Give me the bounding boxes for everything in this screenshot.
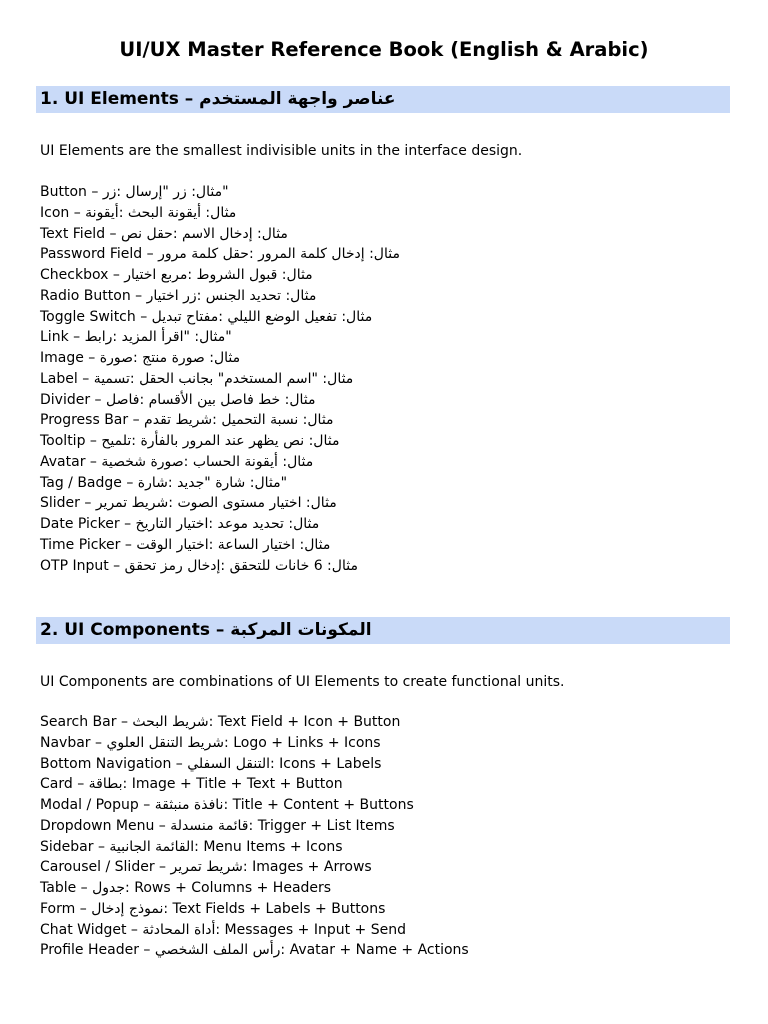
list-item: Slider – شريط تمرير: مثال: اختيار مستوى الصوت xyxy=(40,495,337,512)
item-term-arabic: تسمية xyxy=(93,370,130,387)
item-term-english: Search Bar xyxy=(40,714,117,730)
item-term-arabic: نافذة منبثقة xyxy=(154,797,224,813)
list-item: Navbar – شريط التنقل العلوي: Logo + Links + Icons xyxy=(40,734,381,751)
list-item: Label – تسمية: مثال: "اسم المستخدم" بجانب الحقل xyxy=(40,370,354,387)
list-item: Checkbox – مربع اختيار: مثال: قبول الشروط xyxy=(40,267,313,283)
list-item: Tag / Badge – شارة: مثال: شارة "جديد" xyxy=(40,474,288,491)
item-term-english: Form xyxy=(40,900,76,917)
item-term-english: Tag / Badge xyxy=(40,474,122,491)
item-example: Text Fields + Labels + Buttons xyxy=(172,900,386,917)
item-example: مثال: زر "إرسال" xyxy=(125,184,229,200)
item-term-english: Link xyxy=(40,329,69,346)
item-term-arabic: مربع اختيار xyxy=(124,267,188,283)
item-term-english: Bottom Navigation xyxy=(40,755,172,772)
list-item: Icon – أيقونة: مثال: أيقونة البحث xyxy=(40,204,237,221)
list-item: OTP Input – إدخال رمز تحقق: مثال: 6 خانات للتحقق xyxy=(40,557,358,574)
item-example: مثال: شارة "جديد" xyxy=(177,474,288,491)
item-example: مثال: تفعيل الوضع الليلي xyxy=(227,308,373,325)
list-item: Bottom Navigation – التنقل السفلي: Icons + Labels xyxy=(40,755,382,772)
item-term-english: Progress Bar xyxy=(40,412,129,429)
item-term-english: Card xyxy=(40,776,73,793)
section-intro: UI Elements are the smallest indivisible units in the interface design. xyxy=(40,143,523,159)
item-example: مثال: إدخال الاسم xyxy=(182,225,288,242)
item-term-english: Icon xyxy=(40,204,70,221)
list-item: Modal / Popup – نافذة منبثقة: Title + Content + Buttons xyxy=(40,797,414,813)
item-example: Trigger + List Items xyxy=(257,817,395,834)
item-example: مثال: اختيار الساعة xyxy=(217,536,331,553)
item-term-arabic: شارة xyxy=(137,474,168,491)
item-term-english: Navbar xyxy=(40,734,91,751)
section-heading-english: 1. UI Elements xyxy=(40,89,179,109)
list-item: Date Picker – اختيار التاريخ: مثال: تحديد موعد xyxy=(40,516,320,532)
item-term-arabic: أيقونة xyxy=(85,204,119,221)
list-item: Profile Header – رأس الملف الشخصي: Avatar + Name + Actions xyxy=(40,942,469,959)
item-term-english: Modal / Popup xyxy=(40,797,139,813)
item-example: مثال: صورة منتج xyxy=(142,350,241,366)
item-term-english: Tooltip xyxy=(40,433,86,449)
item-term-arabic: أداة المحادثة xyxy=(142,921,216,938)
item-term-english: Radio Button xyxy=(40,287,131,304)
item-term-english: Slider xyxy=(40,495,80,512)
item-example: Text Field + Icon + Button xyxy=(217,714,401,730)
item-term-english: Time Picker xyxy=(40,536,121,553)
item-example: Messages + Input + Send xyxy=(224,921,406,938)
item-term-english: Date Picker xyxy=(40,516,120,532)
list-item: Carousel / Slider – شريط تمرير: Images + Arrows xyxy=(40,859,372,876)
list-item: Dropdown Menu – قائمة منسدلة: Trigger + List Items xyxy=(40,817,395,834)
item-term-arabic: رأس الملف الشخصي xyxy=(154,942,281,959)
item-term-english: Carousel / Slider xyxy=(40,859,155,876)
list-item: Progress Bar – شريط تقدم: مثال: نسبة التحميل xyxy=(40,412,334,429)
item-term-arabic: نموذج إدخال xyxy=(91,900,164,917)
item-term-english: Sidebar xyxy=(40,838,94,855)
item-term-english: Avatar xyxy=(40,453,86,470)
item-term-english: Button xyxy=(40,184,87,200)
item-example: مثال: نسبة التحميل xyxy=(221,412,334,429)
item-term-arabic: شريط تمرير xyxy=(95,495,169,512)
item-term-arabic: القائمة الجانبية xyxy=(109,838,195,855)
item-example: مثال: أيقونة البحث xyxy=(127,204,237,221)
section-heading-english: 2. UI Components xyxy=(40,620,210,640)
item-term-english: Label xyxy=(40,370,78,387)
list-item: Divider – فاصل: مثال: خط فاصل بين الأقسام xyxy=(40,391,316,408)
item-term-english: Toggle Switch xyxy=(40,308,136,325)
item-term-arabic: صورة xyxy=(99,350,133,366)
list-item: Time Picker – اختيار الوقت: مثال: اختيار الساعة xyxy=(40,536,331,553)
item-term-arabic: صورة شخصية xyxy=(101,453,184,470)
item-term-arabic: اختيار التاريخ xyxy=(135,516,209,532)
item-term-arabic: حقل نص xyxy=(120,225,173,242)
item-term-arabic: شريط تمرير xyxy=(170,859,243,876)
list-item: Chat Widget – أداة المحادثة: Messages + Input + Send xyxy=(40,921,406,938)
item-example: Avatar + Name + Actions xyxy=(289,942,469,959)
item-example: Images + Arrows xyxy=(252,859,372,876)
section-heading-separator: – xyxy=(209,620,231,640)
item-term-arabic: رابط xyxy=(84,329,113,346)
list-item: Button – زر: مثال: زر "إرسال" xyxy=(40,184,229,200)
item-example: مثال: تحديد الجنس xyxy=(205,287,317,304)
item-term-arabic: إدخال رمز تحقق xyxy=(124,557,221,574)
section-heading-ui-components xyxy=(36,617,730,644)
item-term-english: Image xyxy=(40,350,84,366)
section-heading-ui-elements xyxy=(36,86,730,113)
list-item: Form – نموذج إدخال: Text Fields + Labels + Buttons xyxy=(40,900,386,917)
list-item: Text Field – حقل نص: مثال: إدخال الاسم xyxy=(40,225,288,242)
item-term-arabic: مفتاح تبديل xyxy=(151,308,219,325)
item-term-arabic: شريط البحث xyxy=(132,714,209,730)
item-term-arabic: شريط تقدم xyxy=(144,412,213,429)
item-term-english: Profile Header xyxy=(40,942,139,959)
item-term-english: Text Field xyxy=(40,225,106,242)
list-item: Card – بطاقة: Image + Title + Text + Button xyxy=(40,776,343,793)
item-example: Image + Title + Text + Button xyxy=(131,776,343,793)
item-term-english: Chat Widget xyxy=(40,921,127,938)
page-title: UI/UX Master Reference Book (English & Arabic) xyxy=(119,38,649,61)
ui-components-list xyxy=(40,712,469,961)
item-term-english: Divider xyxy=(40,391,91,408)
item-term-arabic: قائمة منسدلة xyxy=(170,817,249,834)
item-example: مثال: قبول الشروط xyxy=(196,267,313,283)
item-example: مثال: تحديد موعد xyxy=(217,516,320,532)
list-item: Table – جدول: Rows + Columns + Headers xyxy=(40,880,332,896)
section-heading-arabic: المكونات المركبة xyxy=(230,620,372,640)
item-example: Title + Content + Buttons xyxy=(232,797,414,813)
list-item: Password Field – حقل كلمة مرور: مثال: إدخال كلمة المرور xyxy=(40,246,400,263)
item-term-english: OTP Input xyxy=(40,557,109,574)
list-item: Avatar – صورة شخصية: مثال: أيقونة الحساب xyxy=(40,453,314,470)
item-example: مثال: "اقرأ المزيد" xyxy=(121,329,232,346)
item-term-arabic: حقل كلمة مرور xyxy=(158,246,249,263)
item-example: Logo + Links + Icons xyxy=(233,734,381,751)
item-term-arabic: تلميح xyxy=(101,433,132,449)
item-term-arabic: فاصل xyxy=(106,391,140,408)
item-term-arabic: بطاقة xyxy=(88,776,123,793)
item-term-arabic: شريط التنقل العلوي xyxy=(106,734,225,751)
item-term-arabic: التنقل السفلي xyxy=(187,755,270,772)
item-example: مثال: أيقونة الحساب xyxy=(192,453,314,470)
item-term-arabic: اختيار الوقت xyxy=(136,536,209,553)
item-term-english: Password Field xyxy=(40,246,143,263)
list-item: Link – رابط: مثال: "اقرأ المزيد" xyxy=(40,329,232,346)
item-example: Rows + Columns + Headers xyxy=(134,880,332,896)
item-example: مثال: اختيار مستوى الصوت xyxy=(177,495,337,512)
item-example: مثال: نص يظهر عند المرور بالفأرة xyxy=(140,433,340,449)
item-term-english: Checkbox xyxy=(40,267,109,283)
list-item: Search Bar – شريط البحث: Text Field + Icon + Button xyxy=(40,714,401,730)
item-example: Icons + Labels xyxy=(279,755,382,772)
ui-elements-list xyxy=(40,182,400,576)
item-term-english: Table xyxy=(40,880,77,896)
list-item: Radio Button – زر اختيار: مثال: تحديد الجنس xyxy=(40,287,317,304)
section-heading-arabic: عناصر واجهة المستخدم xyxy=(199,89,396,109)
item-term-arabic: زر xyxy=(102,184,117,200)
item-example: Menu Items + Icons xyxy=(203,838,343,855)
list-item: Sidebar – القائمة الجانبية: Menu Items + Icons xyxy=(40,838,343,855)
list-item: Tooltip – تلميح: مثال: نص يظهر عند المرور بالفأرة xyxy=(40,433,340,449)
list-item: Toggle Switch – مفتاح تبديل: مثال: تفعيل الوضع الليلي xyxy=(40,308,373,325)
list-item: Image – صورة: مثال: صورة منتج xyxy=(40,350,241,366)
item-term-arabic: زر اختيار xyxy=(146,287,197,304)
item-example: مثال: إدخال كلمة المرور xyxy=(258,246,400,263)
item-example: مثال: "اسم المستخدم" بجانب الحقل xyxy=(139,370,354,387)
item-example: مثال: خط فاصل بين الأقسام xyxy=(148,391,316,408)
item-term-arabic: جدول xyxy=(92,880,126,896)
item-term-english: Dropdown Menu xyxy=(40,817,155,834)
item-example: مثال: 6 خانات للتحقق xyxy=(229,557,358,574)
section-intro: UI Components are combinations of UI Elements to create functional units. xyxy=(40,674,565,690)
section-heading-separator: – xyxy=(178,89,200,109)
